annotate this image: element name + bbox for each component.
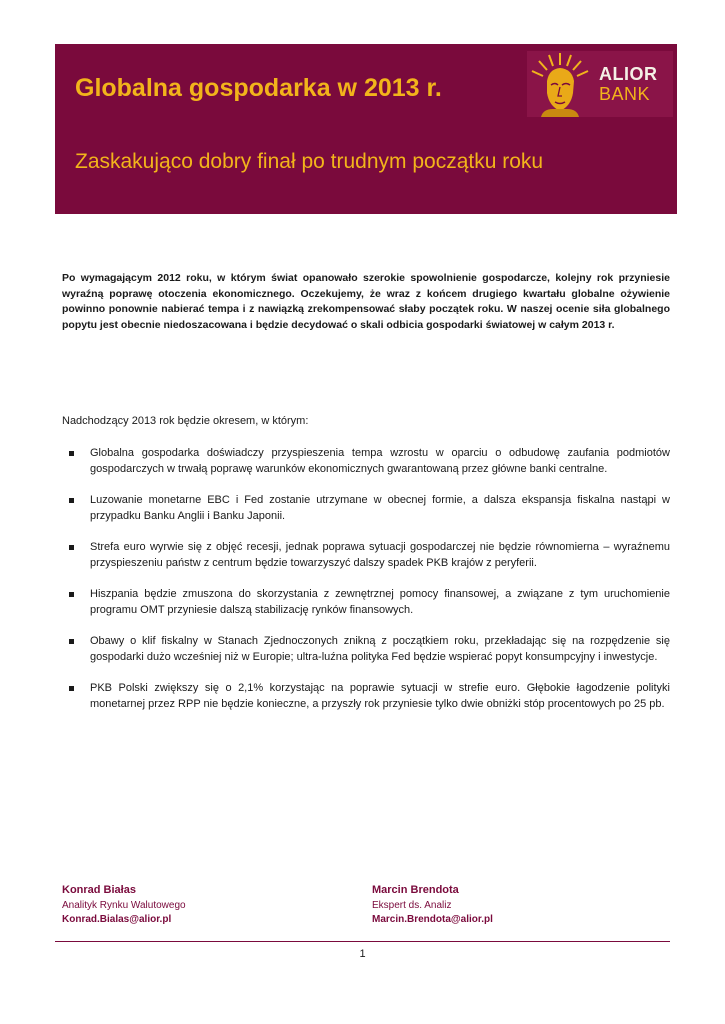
list-item <box>62 587 670 618</box>
document-subtitle: Zaskakująco dobry finał po trudnym początku roku <box>75 150 544 173</box>
helmeted-head-logo-icon <box>527 51 593 117</box>
author-email: Konrad.Bialas@alior.pl <box>62 914 172 925</box>
author-name: Marcin Brendota <box>372 884 459 896</box>
list-item-text: Globalna gospodarka doświadczy przyspieszenia tempa wzrostu w oparciu o odbudowę zaufania podmiotów gospodarczych w trwałą poprawę warunków ekonomicznych gwarantowaną przez główne banki centralne. <box>90 447 670 475</box>
forecast-list <box>62 446 670 728</box>
alior-bank-logo <box>527 51 673 117</box>
square-bullet-icon <box>69 639 74 644</box>
list-item <box>62 681 670 712</box>
list-item-text: Obawy o klif fiskalny w Stanach Zjednoczonych znikną z początkiem roku, przekładając się na rozpędzenie się gospodarki dużo wcześniej niż w Europie; ultra-luźna polityka Fed będzie wspierać popyt konsumpcyjny i inwestycje. <box>90 635 670 663</box>
author-role: Ekspert ds. Analiz <box>372 900 452 911</box>
logo-wordmark <box>599 65 658 103</box>
document-title: Globalna gospodarka w 2013 r. <box>75 74 442 102</box>
list-item <box>62 493 670 524</box>
square-bullet-icon <box>69 592 74 597</box>
author-name: Konrad Białas <box>62 884 136 896</box>
list-item-text: Luzowanie monetarne EBC i Fed zostanie utrzymane w obecnej formie, a dalsza ekspansja fiskalna nastąpi w przypadku Banku Anglii i Banku Japonii. <box>90 494 670 522</box>
list-item-text: PKB Polski zwiększy się o 2,1% korzystając na poprawie sytuacji w strefie euro. Głębokie łagodzenie polityki monetarnej przez RPP nie będzie konieczne, a przyszły rok przyniesie tylko dwie obniżki stóp procentowych po 25 pb. <box>90 682 670 710</box>
square-bullet-icon <box>69 451 74 456</box>
square-bullet-icon <box>69 498 74 503</box>
author-role: Analityk Rynku Walutowego <box>62 900 186 911</box>
author-block-brendota <box>372 883 622 927</box>
square-bullet-icon <box>69 686 74 691</box>
list-item <box>62 634 670 665</box>
list-item-text: Hiszpania będzie zmuszona do skorzystania z zewnętrznej pomocy finansowej, a związane z tym uruchomienie programu OMT przyniesie dalszą stabilizację rynków finansowych. <box>90 588 670 616</box>
logo-text-bank: BANK <box>599 84 651 104</box>
list-item <box>62 446 670 477</box>
logo-text-alior: ALIOR <box>599 64 658 84</box>
author-email: Marcin.Brendota@alior.pl <box>372 914 493 925</box>
author-block-bialas <box>62 883 312 927</box>
square-bullet-icon <box>69 545 74 550</box>
footer-divider <box>55 941 670 942</box>
header-banner <box>55 44 677 214</box>
page-number: 1 <box>359 948 366 960</box>
lead-paragraph: Po wymagającym 2012 roku, w którym świat opanowało szerokie spowolnienie gospodarcze, kolejny rok przyniesie wyraźną poprawę otoczenia ekonomicznego. Oczekujemy, że wraz z końcem drugiego kwartału globalne ożywienie powinno ponownie nabierać tempa i z nawiązką zrekompensować słaby początek roku. W naszej ocenie siła globalnego popytu jest obecnie niedoszacowana i będzie decydować o skali odbicia gospodarki światowej w całym 2013 r. <box>62 272 670 331</box>
list-item-text: Strefa euro wyrwie się z objęć recesji, jednak poprawa sytuacji gospodarczej nie będzie równomierna – wyraźnemu przyspieszeniu państw z centrum będzie towarzyszyć dalszy spadek PKB krajów z peryferii. <box>90 541 670 569</box>
list-item <box>62 540 670 571</box>
intro-paragraph: Nadchodzący 2013 rok będzie okresem, w którym: <box>62 415 309 427</box>
